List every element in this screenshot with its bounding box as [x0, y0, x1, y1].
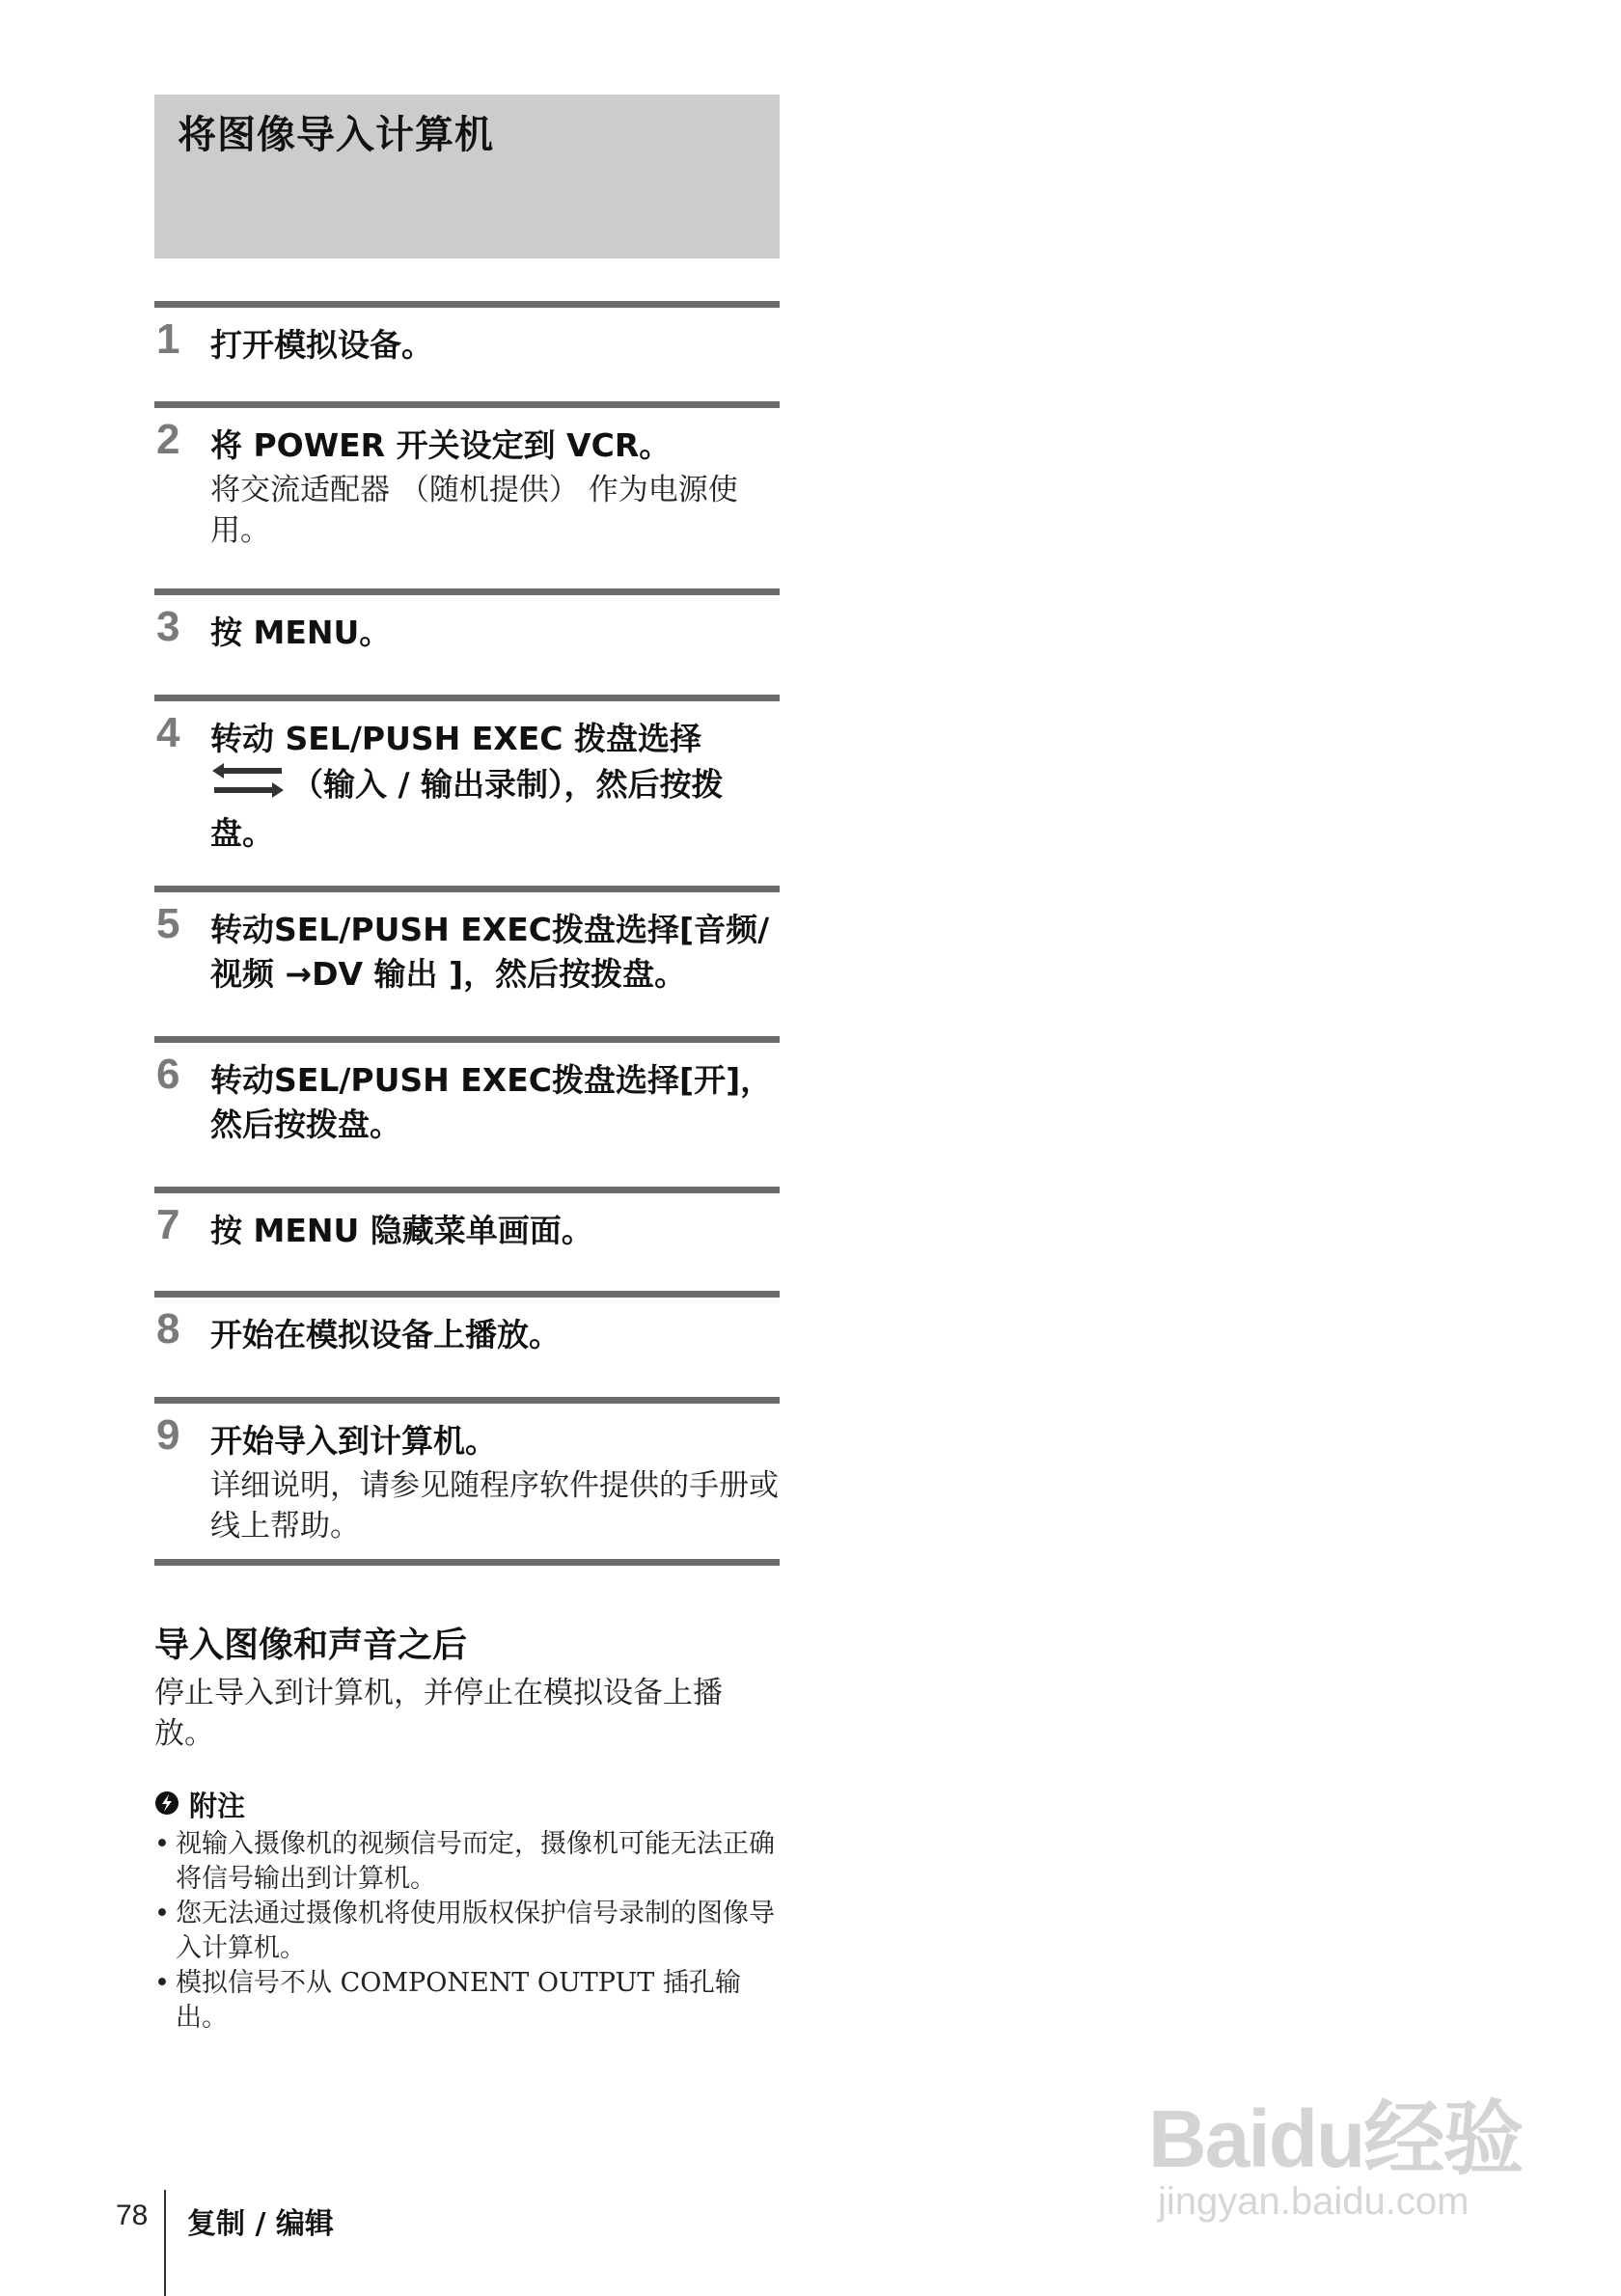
step-7 [154, 1187, 780, 1291]
step-text: 转动SEL/PUSH EXEC拨盘选择[开]，然后按拨盘。 [210, 1061, 773, 1143]
step-detail: 详细说明，请参见随程序软件提供的手册或线上帮助。 [210, 1468, 779, 1544]
list-item: • 视输入摄像机的视频信号而定，摄像机可能无法正确将信号输出到计算机。 [154, 1829, 775, 1894]
step-number: 1 [156, 315, 180, 363]
step-6 [154, 1036, 780, 1187]
step-text-part: 转动 SEL/PUSH EXEC 拨盘选择 [210, 720, 701, 757]
page-title: 将图像导入计算机 [178, 113, 494, 157]
step-text: 开始导入到计算机。 [210, 1422, 497, 1460]
notes-heading-row [154, 1787, 780, 1825]
notes-list [154, 1827, 780, 2036]
section-label: 复制 / 编辑 [187, 2207, 334, 2241]
step-text: 按 MENU 隐藏菜单画面。 [210, 1212, 593, 1249]
step-number: 8 [156, 1305, 180, 1353]
watermark-url: jingyan.baidu.com [1158, 2180, 1470, 2223]
step-number: 7 [156, 1201, 180, 1248]
step-text: 将 POWER 开关设定到 VCR。 [210, 426, 672, 464]
page-number: 78 [116, 2200, 149, 2231]
step-number: 6 [156, 1051, 180, 1098]
step-text: 打开模拟设备。 [210, 326, 433, 364]
step-2 [154, 401, 780, 588]
notes-section [154, 1787, 780, 2036]
after-import-section [154, 1623, 780, 1754]
step-text: 开始在模拟设备上播放。 [210, 1316, 561, 1353]
step-number: 9 [156, 1411, 180, 1459]
step-number: 3 [156, 603, 180, 650]
step-number: 4 [156, 709, 180, 756]
step-text [210, 717, 780, 856]
step-5 [154, 886, 780, 1036]
step-number: 5 [156, 900, 180, 947]
section-heading: 导入图像和声音之后 [154, 1626, 468, 1665]
step-text: 转动SEL/PUSH EXEC拨盘选择[音频/视频 →DV 输出 ]，然后按拨盘。 [210, 911, 770, 993]
watermark [1148, 2074, 1534, 2248]
input-output-arrows-icon [210, 761, 286, 811]
step-text-part: （输入 / 输出录制），然后按拨盘。 [210, 765, 724, 852]
step-detail: 将交流适配器 （随机提供） 作为电源使用。 [210, 473, 738, 548]
step-8 [154, 1291, 780, 1397]
step-number: 2 [156, 416, 180, 463]
step-3 [154, 588, 780, 695]
title-box [154, 95, 780, 259]
divider [154, 1559, 780, 1566]
step-text: 按 MENU。 [210, 614, 392, 651]
footer-divider [164, 2190, 166, 2296]
note-icon [154, 1787, 179, 1825]
step-1 [154, 301, 780, 401]
step-9 [154, 1397, 780, 1559]
step-4 [154, 695, 780, 886]
notes-heading: 附注 [189, 1790, 246, 1822]
list-item: • 模拟信号不从 COMPONENT OUTPUT 插孔输出。 [154, 1968, 741, 2033]
steps-list [154, 301, 780, 1566]
section-text: 停止导入到计算机，并停止在模拟设备上播放。 [154, 1676, 723, 1751]
list-item: • 您无法通过摄像机将使用版权保护信号录制的图像导入计算机。 [154, 1899, 775, 1963]
watermark-logo: Baidu经验 [1148, 2093, 1523, 2184]
